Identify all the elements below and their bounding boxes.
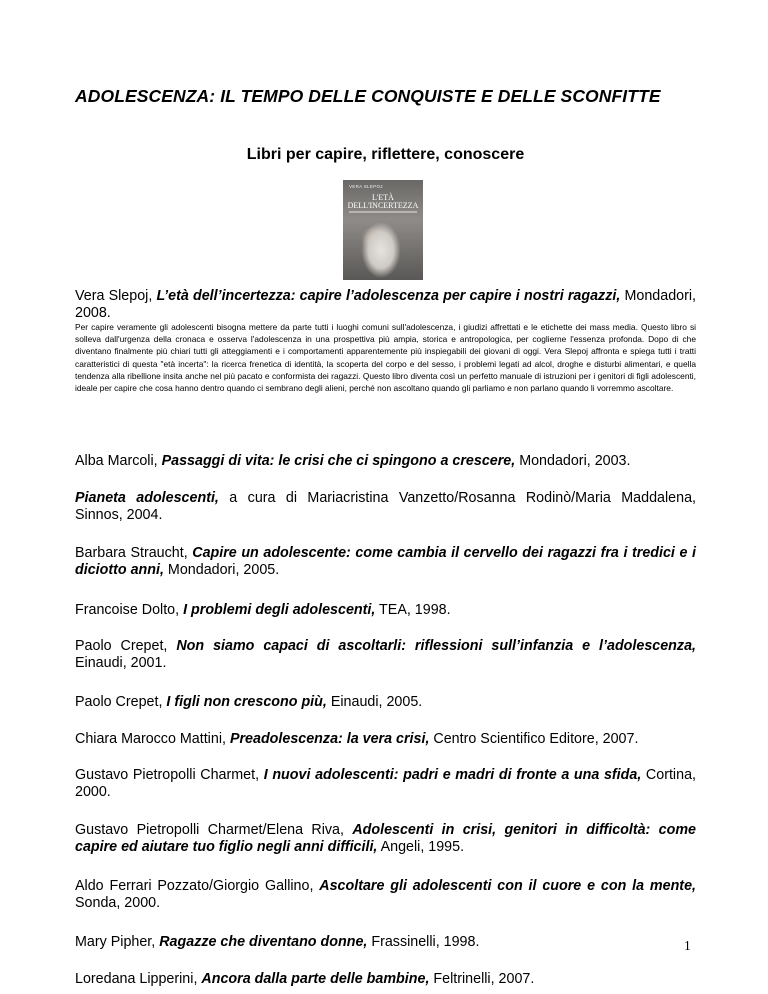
book-publisher: Frassinelli, 1998. — [367, 934, 480, 950]
book-entry — [75, 971, 696, 988]
book-publisher: Einaudi, 2001. — [75, 655, 167, 671]
book-author: Gustavo Pietropolli Charmet, — [75, 767, 264, 783]
book-author: Aldo Ferrari Pozzato/Giorgio Gallino, — [75, 878, 320, 894]
book-title: Preadolescenza: la vera crisi, — [229, 731, 430, 747]
book-publisher: Sonda, 2000. — [75, 895, 161, 911]
book-author: Chiara Marocco Mattini, — [75, 731, 230, 747]
book-title: Ascoltare gli adolescenti con il cuore e con la mente, — [319, 878, 696, 894]
book-title: I figli non crescono più, — [166, 694, 327, 710]
book-author: Gustavo Pietropolli Charmet/Elena Riva, — [75, 822, 353, 838]
cover-author: VERA SLEPOJ — [349, 184, 383, 189]
book-publisher: a cura di Mariacristina Vanzetto/Rosanna Rodinò/Maria Maddalena, Sinnos, 2004. — [75, 490, 696, 523]
book-publisher: Angeli, 1995. — [377, 839, 465, 855]
book-title: L’età dell’incertezza: capire l’adolescenza per capire i nostri ragazzi, — [156, 288, 621, 304]
document-title: ADOLESCENZA: IL TEMPO DELLE CONQUISTE E DELLE SCONFITTE — [75, 86, 661, 106]
cover-title-line1: L'ETÀ — [372, 193, 394, 202]
book-title: Ancora dalla parte delle bambine, — [201, 971, 430, 987]
book-publisher: Mondadori, 2003. — [515, 453, 631, 469]
book-cover-image — [343, 180, 423, 280]
book-entry — [75, 288, 696, 322]
book-title: I nuovi adolescenti: padri e madri di fronte a una sfida, — [263, 767, 642, 783]
book-entry — [75, 767, 696, 801]
cover-strip — [349, 211, 417, 213]
book-entry — [75, 694, 696, 711]
book-entry — [75, 638, 696, 672]
book-author: Alba Marcoli, — [75, 453, 162, 469]
book-entry — [75, 453, 696, 470]
book-entry — [75, 934, 696, 951]
cover-title-line2: DELL'INCERTEZZA — [347, 201, 419, 210]
book-publisher: Mondadori, 2008. — [75, 288, 696, 321]
book-author: Paolo Crepet, — [75, 638, 177, 654]
book-title: Non siamo capaci di ascoltarli: riflessioni sull’infanzia e l’adolescenza, — [176, 638, 696, 654]
book-publisher: Feltrinelli, 2007. — [429, 971, 535, 987]
book-publisher: Cortina, 2000. — [75, 767, 696, 800]
cover-title — [343, 194, 423, 210]
book-author: Mary Pipher, — [75, 934, 160, 950]
book-entry — [75, 878, 696, 912]
book-title: Pianeta adolescenti, — [75, 490, 219, 506]
book-author: Barbara Straucht, — [75, 545, 193, 561]
book-description: Per capire veramente gli adolescenti bisogna mettere da parte tutti i luoghi comuni sull'adolescenza, i giudizi affrettati e le etichette dei mass media. Questo libro si solleva dall'urgenza della cronaca e osserva l'adolescenza in una prospettiva più ampia, storica e antropologica, per coglierne l'essenza profonda. Dopo di che diventano finalmente più chiari tutti gli atteggiamenti e i comportamenti apparentemente più inspiegabili dei giovani di oggi. Vera Slepoj affronta e spiega tutti i tratti caratteristici di questa "età incerta": la ricerca frenetica di identità, la scoperta del corpo e del sesso, i problemi legati ad alcol, droghe e disturbi alimentari, e quella tendenza alla ribellione insita anche nel più pacato e conformista dei ragazzi. Questo libro diventa così un perfetto manuale di istruzioni per i genitori di figli adolescenti, ideale per capire che cosa hanno dentro quando ci sembrano degli alieni, perché non ascoltano quando gli parliamo e non parlano quando li vorremmo ascoltare. — [75, 322, 696, 394]
book-publisher: Einaudi, 2005. — [326, 694, 423, 710]
page-number: 1 — [684, 938, 691, 953]
book-entry — [75, 545, 696, 579]
book-title: Passaggi di vita: le crisi che ci spingono a crescere, — [161, 453, 516, 469]
book-author: Francoise Dolto, — [75, 602, 184, 618]
book-title: Capire un adolescente: come cambia il cervello dei ragazzi fra i tredici e i diciotto anni, — [75, 545, 696, 578]
document-subtitle: Libri per capire, riflettere, conoscere — [246, 146, 525, 163]
book-entry — [75, 731, 696, 748]
book-author: Vera Slepoj, — [75, 288, 157, 304]
book-author: Paolo Crepet, — [75, 694, 167, 710]
book-title: Ragazze che diventano donne, — [159, 934, 368, 950]
book-author: Loredana Lipperini, — [75, 971, 202, 987]
book-entry — [75, 602, 696, 619]
book-title: Adolescenti in crisi, genitori in difficoltà: come capire ed aiutare tuo figlio negli anni difficili, — [75, 822, 697, 855]
book-publisher: Mondadori, 2005. — [163, 562, 280, 578]
book-publisher: Centro Scientifico Editore, 2007. — [429, 731, 639, 747]
book-entry — [75, 490, 696, 524]
book-title: I problemi degli adolescenti, — [183, 602, 376, 618]
book-entry — [75, 822, 696, 856]
book-publisher: TEA, 1998. — [375, 602, 451, 618]
